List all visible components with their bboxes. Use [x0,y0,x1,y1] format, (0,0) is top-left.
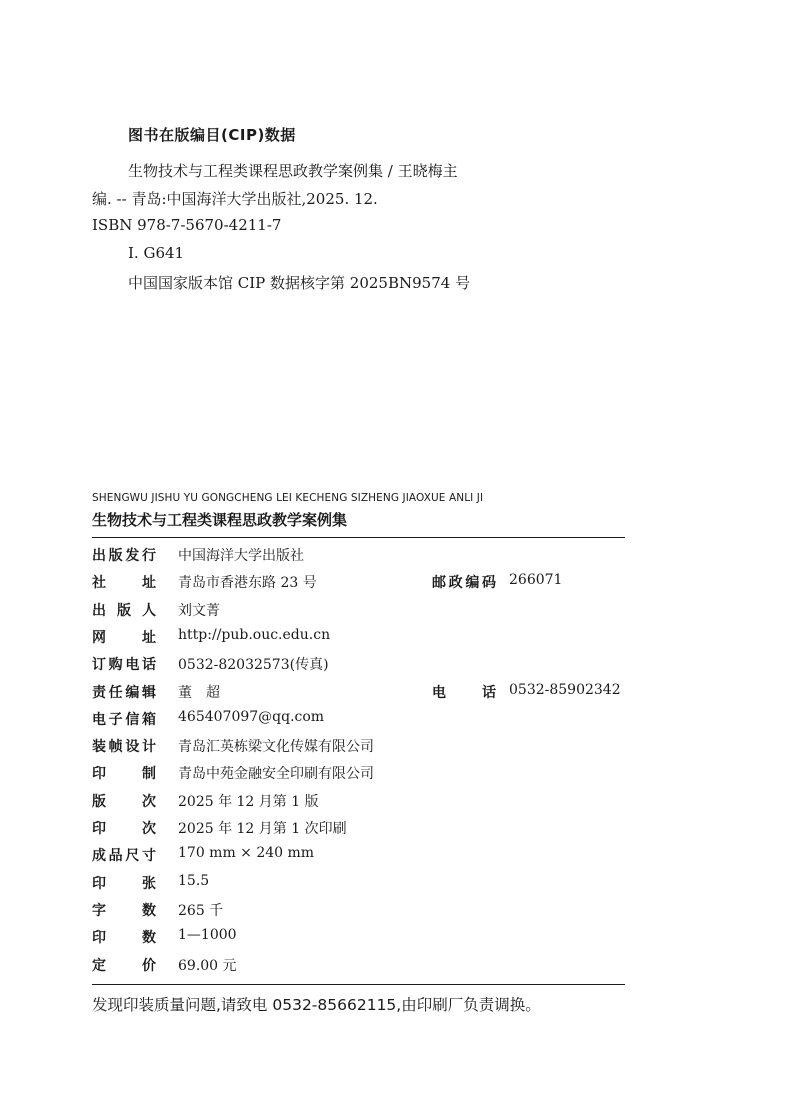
info-label: 成品尺寸 [92,848,156,865]
info-value: 0532-82032573(传真) [178,657,329,674]
info-label: 印张 [92,875,156,892]
top-divider [92,537,625,538]
info-value: 2025 年 12 月第 1 版 [178,793,319,810]
info-row [92,545,625,569]
info-row [92,818,625,842]
info-row [92,845,625,869]
info-label: 字数 [92,902,156,919]
book-title-pinyin: SHENGWU JISHU YU GONGCHENG LEI KECHENG SIZHENG JIAOXUE ANLI JI [92,492,484,504]
info-row [92,682,625,706]
info-label: 网址 [92,629,156,646]
info-label: 印次 [92,821,156,837]
info-label: 责任编辑 [92,684,156,701]
info-row [92,627,625,651]
info-value: 265 千 [178,902,224,919]
cip-line: 编. -- 青岛:中国海洋大学出版社,2025. 12. [92,190,378,208]
cip-line: 中国国家版本馆 CIP 数据核字第 2025BN9574 号 [128,274,471,292]
info-value: 69.00 元 [178,957,237,974]
info-row [92,955,625,979]
info-label: 出版人 [92,602,156,619]
info-value: 170 mm × 240 mm [178,845,315,862]
info-value: 青岛中苑金融安全印刷有限公司 [178,766,374,783]
info-label: 电子信箱 [92,711,156,728]
info-value: 中国海洋大学出版社 [178,548,304,564]
info-label: 版次 [92,793,156,810]
info-value-secondary: 266071 [509,572,563,589]
info-label-secondary: 电话 [432,684,496,701]
quality-notice: 发现印装质量问题,请致电 0532-85662115,由印刷厂负责调换。 [92,996,541,1014]
cip-heading: 图书在版编目(CIP)数据 [128,126,296,144]
info-label: 印制 [92,766,156,783]
info-row [92,873,625,897]
info-value: 刘文菁 [178,602,220,619]
info-value: 2025 年 12 月第 1 次印刷 [178,821,347,837]
info-value: 465407097@qq.com [178,708,325,725]
info-label: 装帧设计 [92,739,156,756]
cip-line: ISBN 978-7-5670-4211-7 [92,216,282,234]
info-label: 出版发行 [92,548,156,564]
bottom-divider [92,984,625,985]
info-value: 15.5 [178,872,210,889]
info-row [92,791,625,815]
cip-line: 生物技术与工程类课程思政教学案例集 / 王晓梅主 [128,162,458,180]
info-row [92,709,625,733]
info-label: 印数 [92,930,156,947]
info-value: 青岛汇英栋梁文化传媒有限公司 [178,739,374,756]
info-value: http://pub.ouc.edu.cn [178,626,331,643]
info-label: 定价 [92,957,156,974]
info-row [92,927,625,951]
info-value: 青岛市香港东路 23 号 [178,575,317,592]
info-label: 社址 [92,575,156,592]
info-row [92,600,625,624]
info-row [92,572,625,596]
info-value-secondary: 0532-85902342 [509,681,621,698]
info-row [92,900,625,924]
info-row [92,763,625,787]
cip-line: Ⅰ. G641 [128,244,185,262]
info-row [92,736,625,760]
info-row [92,654,625,678]
info-label-secondary: 邮政编码 [432,575,496,592]
info-value: 1—1000 [178,927,237,944]
book-title: 生物技术与工程类课程思政教学案例集 [92,511,348,529]
info-label: 订购电话 [92,657,156,674]
info-value: 董 超 [178,684,220,701]
